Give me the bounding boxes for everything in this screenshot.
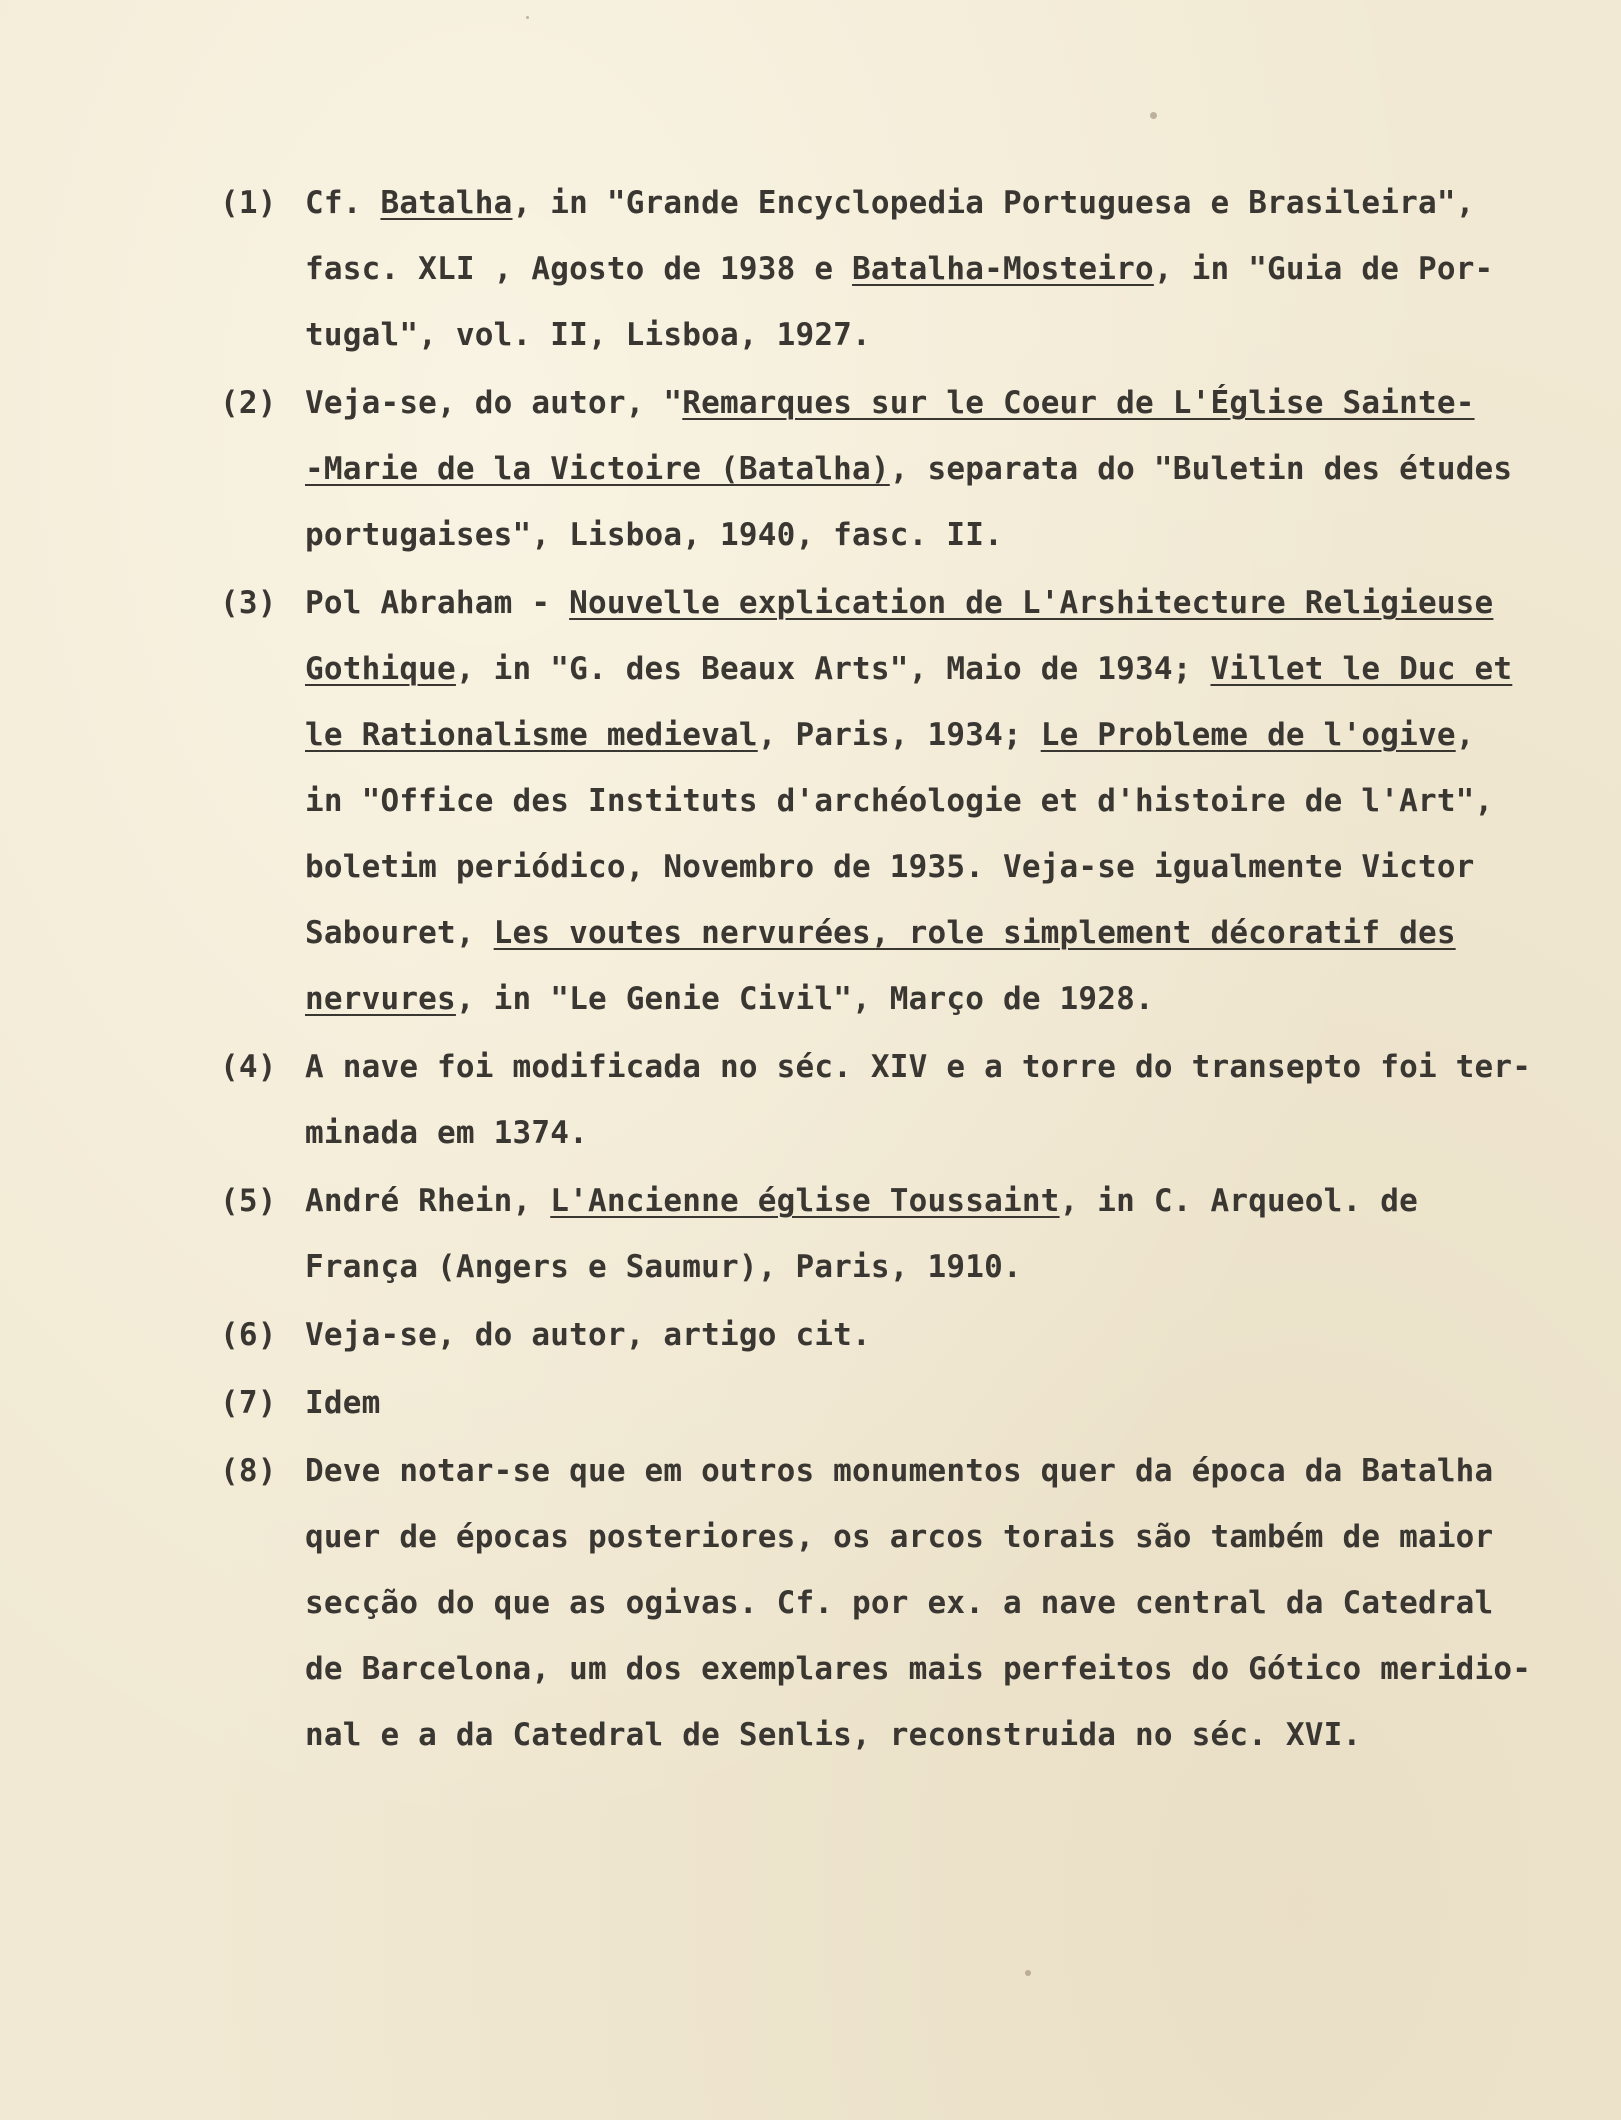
underlined-title: Le Probleme de l'ogive	[1040, 717, 1456, 753]
text-run: Veja-se, do autor, "	[305, 385, 683, 421]
footnote-line	[305, 502, 1600, 568]
text-run: Deve notar-se que em outros monumentos quer da época da Batalha	[305, 1453, 1494, 1489]
footnote-line	[305, 1702, 1600, 1768]
text-run: Sabouret,	[305, 915, 494, 951]
footnotes-list	[220, 170, 1600, 1770]
text-run: ,	[1455, 717, 1475, 753]
footnote-line	[305, 768, 1600, 834]
underlined-title: Villet le Duc et	[1210, 651, 1513, 687]
footnote-line	[305, 370, 1600, 436]
footnote-line	[305, 1438, 1600, 1504]
footnote-line	[305, 1504, 1600, 1570]
footnote	[220, 1168, 1600, 1300]
text-run: fasc. XLI , Agosto de 1938 e	[305, 251, 853, 287]
footnote-line	[305, 570, 1600, 636]
footnote-number: (3)	[220, 585, 277, 621]
text-run: , in "Grande Encyclopedia Portuguesa e Brasileira",	[512, 185, 1475, 221]
footnote	[220, 1034, 1600, 1166]
footnote	[220, 570, 1600, 1032]
footnote	[220, 370, 1600, 568]
footnote-line	[305, 1034, 1600, 1100]
text-run: André Rhein,	[305, 1183, 551, 1219]
footnote-number: (1)	[220, 185, 277, 221]
footnote-line	[305, 1370, 1600, 1436]
text-run: Veja-se, do autor, artigo cit.	[305, 1317, 871, 1353]
underlined-title: Les voutes nervurées, role simplement décoratif des	[493, 915, 1456, 951]
footnote-line	[305, 1636, 1600, 1702]
footnote-number: (6)	[220, 1317, 277, 1353]
text-run: França (Angers e Saumur), Paris, 1910.	[305, 1249, 1022, 1285]
footnote	[220, 1370, 1600, 1436]
text-run: in "Office des Instituts d'archéologie et d'histoire de l'Art",	[305, 783, 1494, 819]
footnote	[220, 170, 1600, 368]
footnote-line	[305, 1302, 1600, 1368]
text-run: Pol Abraham -	[305, 585, 570, 621]
text-run: , in "Le Genie Civil", Março de 1928.	[455, 981, 1154, 1017]
underlined-title: le Rationalisme medieval	[305, 717, 758, 753]
paper-speck	[526, 16, 529, 19]
text-run: quer de épocas posteriores, os arcos torais são também de maior	[305, 1519, 1494, 1555]
text-run: , separata do "Buletin des études	[889, 451, 1513, 487]
underlined-title: nervures	[305, 981, 456, 1017]
text-run: minada em 1374.	[305, 1115, 588, 1151]
text-run: , in C. Arqueol. de	[1059, 1183, 1418, 1219]
footnote	[220, 1438, 1600, 1768]
underlined-title: Remarques sur le Coeur de L'Église Sainte-	[682, 385, 1475, 421]
text-run: Idem	[305, 1385, 381, 1421]
text-run: , in "G. des Beaux Arts", Maio de 1934;	[455, 651, 1211, 687]
footnote-line	[305, 1168, 1600, 1234]
footnote-number: (5)	[220, 1183, 277, 1219]
footnote-line	[305, 1234, 1600, 1300]
text-run: , Paris, 1934;	[757, 717, 1041, 753]
footnote-number: (4)	[220, 1049, 277, 1085]
text-run: tugal", vol. II, Lisboa, 1927.	[305, 317, 871, 353]
underlined-title: L'Ancienne église Toussaint	[550, 1183, 1060, 1219]
underlined-title: -Marie de la Victoire (Batalha)	[305, 451, 890, 487]
footnote-number: (8)	[220, 1453, 277, 1489]
footnote-line	[305, 236, 1600, 302]
footnote-number: (2)	[220, 385, 277, 421]
footnote-line	[305, 900, 1600, 966]
footnote-line	[305, 966, 1600, 1032]
paper-speck	[1150, 112, 1157, 119]
footnote-line	[305, 1100, 1600, 1166]
text-run: A nave foi modificada no séc. XIV e a torre do transepto foi ter-	[305, 1049, 1532, 1085]
text-run: Cf.	[305, 185, 381, 221]
underlined-title: Batalha	[380, 185, 513, 221]
underlined-title: Gothique	[305, 651, 456, 687]
footnote-number: (7)	[220, 1385, 277, 1421]
paper-speck	[1025, 1970, 1031, 1976]
underlined-title: Batalha-Mosteiro	[852, 251, 1154, 287]
footnote-line	[305, 436, 1600, 502]
footnote-line	[305, 636, 1600, 702]
text-run: boletim periódico, Novembro de 1935. Veja-se igualmente Victor	[305, 849, 1475, 885]
text-run: secção do que as ogivas. Cf. por ex. a nave central da Catedral	[305, 1585, 1494, 1621]
text-run: nal e a da Catedral de Senlis, reconstruida no séc. XVI.	[305, 1717, 1362, 1753]
footnote-line	[305, 170, 1600, 236]
footnote-line	[305, 1570, 1600, 1636]
underlined-title: Nouvelle explication de L'Arshitecture Religieuse	[569, 585, 1494, 621]
footnote-line	[305, 302, 1600, 368]
footnote-line	[305, 702, 1600, 768]
text-run: portugaises", Lisboa, 1940, fasc. II.	[305, 517, 1003, 553]
text-run: de Barcelona, um dos exemplares mais perfeitos do Gótico meridio-	[305, 1651, 1532, 1687]
text-run: , in "Guia de Por-	[1153, 251, 1494, 287]
footnote-line	[305, 834, 1600, 900]
footnote	[220, 1302, 1600, 1368]
